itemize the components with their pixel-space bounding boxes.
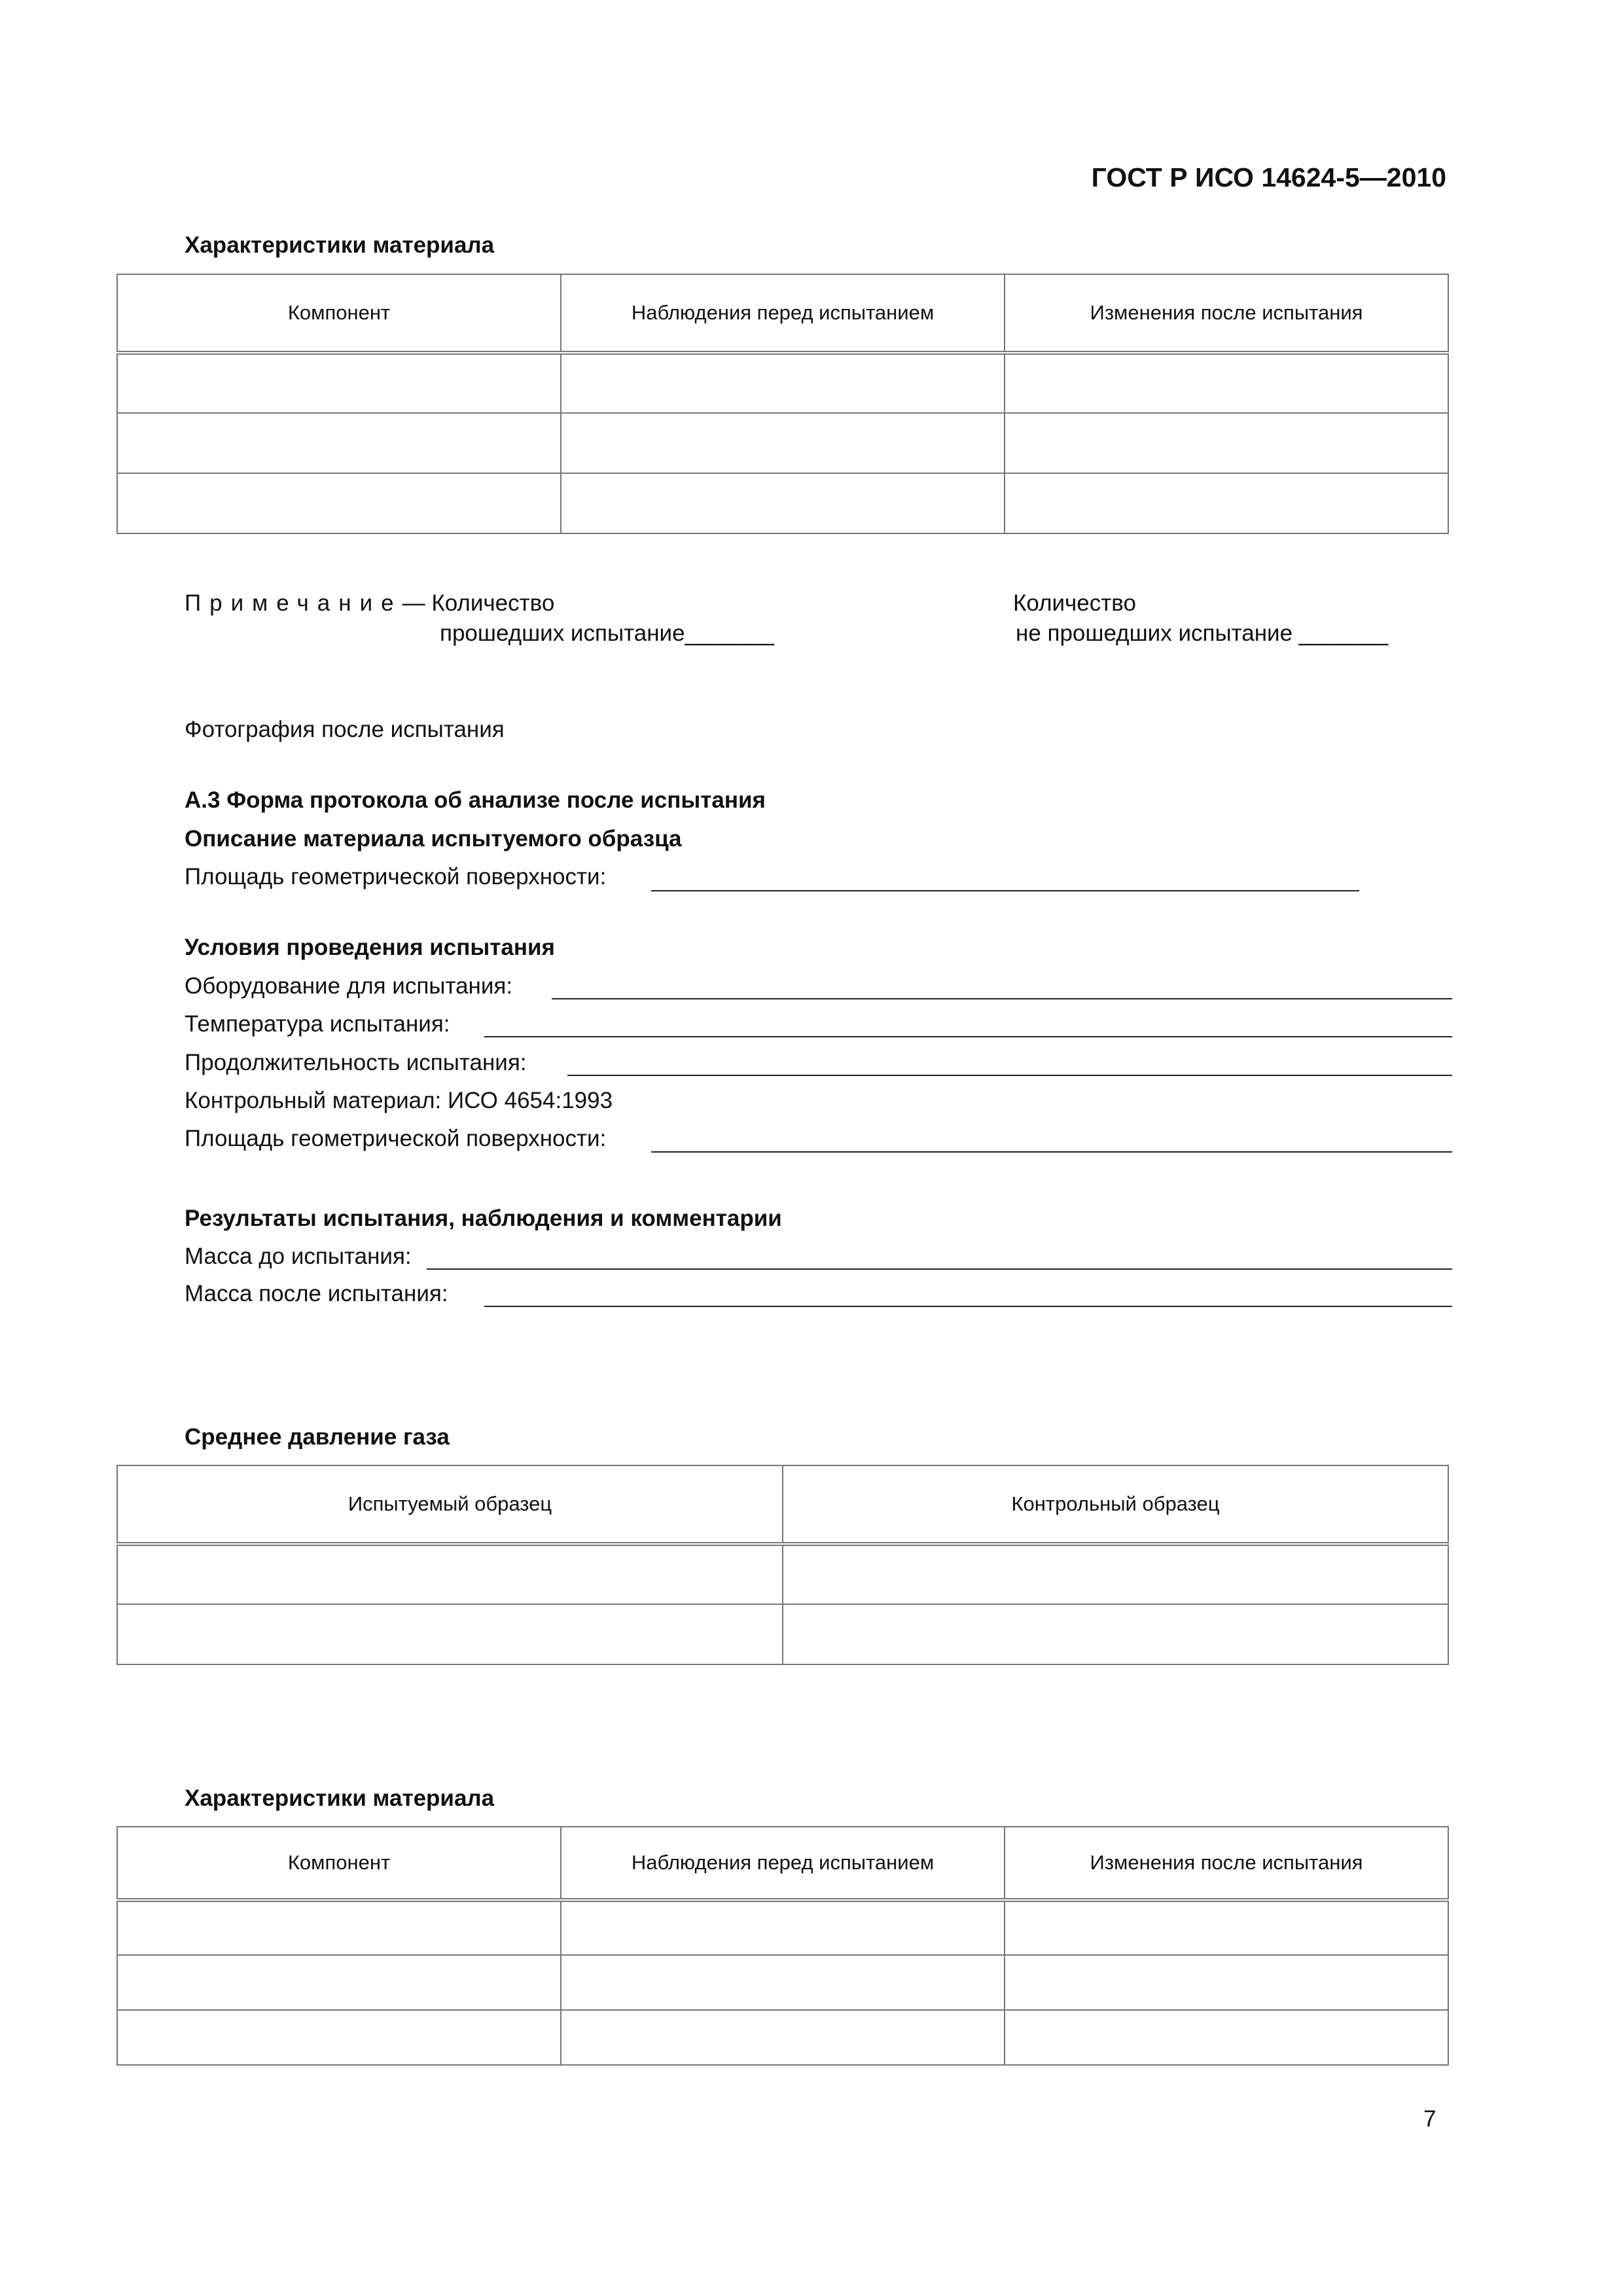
table-row bbox=[117, 413, 1448, 473]
material-characteristics-title-2: Характеристики материала bbox=[185, 1785, 495, 1811]
geom-area-label-2: Площадь геометрической поверхности: bbox=[185, 1126, 607, 1151]
column-header-observations-before: Наблюдения перед испытанием bbox=[561, 1827, 1005, 1900]
geom-area-field[interactable] bbox=[651, 890, 1359, 891]
table-cell[interactable] bbox=[117, 353, 561, 413]
table-cell[interactable] bbox=[117, 1955, 561, 2010]
table-cell[interactable] bbox=[783, 1544, 1448, 1604]
page-number: 7 bbox=[1423, 2106, 1436, 2132]
material-characteristics-title: Характеристики материала bbox=[185, 232, 495, 258]
table-cell[interactable] bbox=[117, 1604, 783, 1664]
temperature-field[interactable] bbox=[484, 1036, 1452, 1037]
table-cell[interactable] bbox=[561, 1900, 1005, 1955]
table-cell[interactable] bbox=[1005, 353, 1448, 413]
table-row bbox=[117, 1900, 1448, 1955]
table-row bbox=[117, 1544, 1448, 1604]
mass-after-field[interactable] bbox=[484, 1306, 1452, 1307]
mass-after-label: Масса после испытания: bbox=[185, 1281, 448, 1306]
table-row bbox=[117, 473, 1448, 533]
column-header-component: Компонент bbox=[117, 1827, 561, 1900]
table-cell[interactable] bbox=[117, 473, 561, 533]
table-cell[interactable] bbox=[1005, 1900, 1448, 1955]
column-header-observations-before: Наблюдения перед испытанием bbox=[561, 274, 1005, 353]
conditions-heading: Условия проведения испытания bbox=[185, 935, 555, 960]
geom-area-label: Площадь геометрической поверхности: bbox=[185, 864, 607, 889]
material-characteristics-table-2 bbox=[116, 1826, 1449, 2066]
table-cell[interactable] bbox=[117, 413, 561, 473]
column-header-changes-after: Изменения после испытания bbox=[1005, 1827, 1448, 1900]
table-cell[interactable] bbox=[117, 2010, 561, 2065]
temperature-label: Температура испытания: bbox=[185, 1011, 450, 1037]
duration-label: Продолжительность испытания: bbox=[185, 1050, 527, 1075]
table-cell[interactable] bbox=[561, 413, 1005, 473]
table-cell[interactable] bbox=[117, 1900, 561, 1955]
results-heading: Результаты испытания, наблюдения и комментарии bbox=[185, 1206, 782, 1231]
table-cell[interactable] bbox=[1005, 1955, 1448, 2010]
table-cell[interactable] bbox=[1005, 413, 1448, 473]
table-cell[interactable] bbox=[1005, 473, 1448, 533]
column-header-test-sample: Испытуемый образец bbox=[117, 1465, 783, 1544]
table-cell[interactable] bbox=[783, 1604, 1448, 1664]
mass-before-field[interactable] bbox=[427, 1268, 1452, 1270]
duration-field[interactable] bbox=[567, 1075, 1452, 1076]
note-label: Примечание bbox=[185, 590, 402, 616]
table-cell[interactable] bbox=[1005, 2010, 1448, 2065]
table-header-row bbox=[117, 1465, 1448, 1544]
gas-pressure-title: Среднее давление газа bbox=[185, 1424, 450, 1450]
table-cell[interactable] bbox=[561, 1955, 1005, 2010]
section-a3-heading: А.3 Форма протокола об анализе после испытания bbox=[185, 787, 766, 813]
table-header-row bbox=[117, 1827, 1448, 1900]
note-failed-count-field[interactable]: не прошедших испытание _______ bbox=[1016, 620, 1389, 646]
column-header-component: Компонент bbox=[117, 274, 561, 353]
note-passed-count-field[interactable]: прошедших испытание_______ bbox=[440, 620, 774, 646]
table-cell[interactable] bbox=[561, 353, 1005, 413]
note-failed-count-label: Количество bbox=[1013, 590, 1136, 616]
equipment-label: Оборудование для испытания: bbox=[185, 973, 513, 999]
table-row bbox=[117, 2010, 1448, 2065]
table-row bbox=[117, 1955, 1448, 2010]
table-header-row bbox=[117, 274, 1448, 353]
table-cell[interactable] bbox=[117, 1544, 783, 1604]
control-material-text: Контрольный материал: ИСО 4654:1993 bbox=[185, 1088, 613, 1113]
column-header-changes-after: Изменения после испытания bbox=[1005, 274, 1448, 353]
equipment-field[interactable] bbox=[552, 998, 1452, 999]
table-cell[interactable] bbox=[561, 2010, 1005, 2065]
gas-pressure-table bbox=[116, 1465, 1449, 1665]
document-code: ГОСТ Р ИСО 14624-5—2010 bbox=[1091, 162, 1446, 192]
geom-area-field-2[interactable] bbox=[651, 1151, 1452, 1153]
table-row bbox=[117, 353, 1448, 413]
column-header-control-sample: Контрольный образец bbox=[783, 1465, 1448, 1544]
photo-after-test-label: Фотография после испытания bbox=[185, 717, 505, 742]
sample-description-heading: Описание материала испытуемого образца bbox=[185, 826, 682, 852]
note-passed-count-label: Количество bbox=[431, 590, 555, 616]
note-dash: — bbox=[402, 590, 425, 616]
table-row bbox=[117, 1604, 1448, 1664]
note-line-1 bbox=[185, 590, 554, 617]
material-characteristics-table bbox=[116, 274, 1449, 534]
table-cell[interactable] bbox=[561, 473, 1005, 533]
mass-before-label: Масса до испытания: bbox=[185, 1244, 412, 1269]
